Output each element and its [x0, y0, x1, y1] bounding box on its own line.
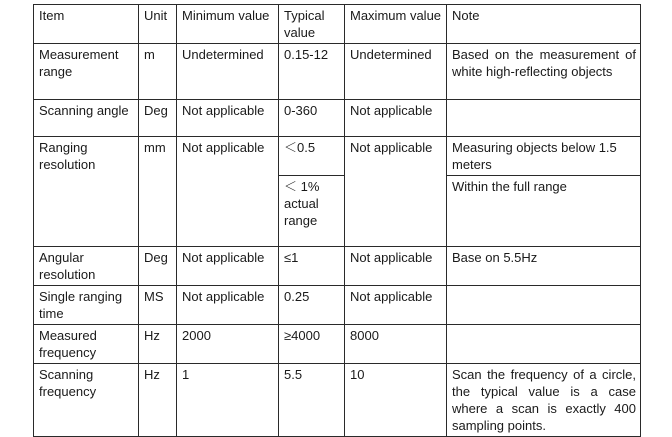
spec-table — [33, 4, 641, 437]
cell-item: Measured frequency — [34, 325, 139, 364]
cell-note: Base on 5.5Hz — [447, 247, 641, 286]
header-row — [34, 5, 641, 44]
cell-unit: Hz — [139, 364, 177, 437]
header-note: Note — [447, 5, 641, 44]
cell-minimum: Not applicable — [177, 100, 279, 137]
cell-unit: MS — [139, 286, 177, 325]
table-row — [34, 44, 641, 100]
cell-typical: 5.5 — [279, 364, 345, 437]
cell-item: Single ranging time — [34, 286, 139, 325]
cell-item: Scanning angle — [34, 100, 139, 137]
cell-maximum: Undetermined — [345, 44, 447, 100]
header-typical: Typical value — [279, 5, 345, 44]
cell-typical: ＜0.5 — [279, 137, 345, 176]
cell-item: Scanning frequency — [34, 364, 139, 437]
cell-note: Within the full range — [447, 176, 641, 247]
table-row — [34, 286, 641, 325]
cell-minimum: Not applicable — [177, 137, 279, 247]
cell-unit: Deg — [139, 100, 177, 137]
cell-note: Based on the measurement of white high-reflecting objects — [447, 44, 641, 100]
cell-note: Measuring objects below 1.5 meters — [447, 137, 641, 176]
cell-unit: mm — [139, 137, 177, 247]
cell-typical: ＜ 1% actual range — [279, 176, 345, 247]
cell-typical: 0.25 — [279, 286, 345, 325]
header-item: Item — [34, 5, 139, 44]
header-minimum: Minimum value — [177, 5, 279, 44]
cell-note — [447, 325, 641, 364]
cell-minimum: Undetermined — [177, 44, 279, 100]
cell-typical: 0-360 — [279, 100, 345, 137]
cell-note — [447, 286, 641, 325]
cell-minimum: 2000 — [177, 325, 279, 364]
cell-maximum: 8000 — [345, 325, 447, 364]
cell-minimum: Not applicable — [177, 247, 279, 286]
table-row — [34, 325, 641, 364]
header-unit: Unit — [139, 5, 177, 44]
cell-item: Angular resolution — [34, 247, 139, 286]
cell-typical: 0.15-12 — [279, 44, 345, 100]
cell-maximum: Not applicable — [345, 247, 447, 286]
cell-maximum: Not applicable — [345, 137, 447, 247]
cell-note: Scan the frequency of a circle, the typical value is a case where a scan is exactly 400 sampling points. — [447, 364, 641, 437]
cell-item: Measurement range — [34, 44, 139, 100]
cell-minimum: Not applicable — [177, 286, 279, 325]
table-row — [34, 247, 641, 286]
table-row — [34, 364, 641, 437]
cell-maximum: 10 — [345, 364, 447, 437]
table-row — [34, 100, 641, 137]
cell-maximum: Not applicable — [345, 100, 447, 137]
cell-typical: ≤1 — [279, 247, 345, 286]
cell-unit: m — [139, 44, 177, 100]
cell-typical: ≥4000 — [279, 325, 345, 364]
table-row — [34, 137, 641, 176]
cell-note — [447, 100, 641, 137]
cell-maximum: Not applicable — [345, 286, 447, 325]
cell-item: Ranging resolution — [34, 137, 139, 247]
header-maximum: Maximum value — [345, 5, 447, 44]
cell-unit: Hz — [139, 325, 177, 364]
cell-minimum: 1 — [177, 364, 279, 437]
cell-unit: Deg — [139, 247, 177, 286]
